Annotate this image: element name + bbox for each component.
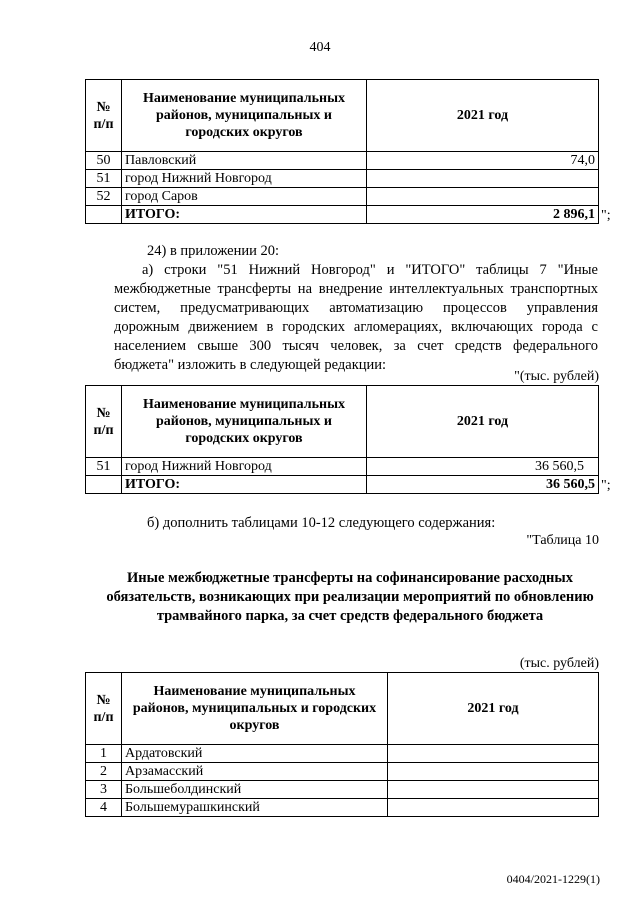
table-row [86,170,599,188]
table-3 [85,672,599,817]
row-value: 74,0 [367,152,599,170]
total-row [86,476,599,494]
row-name: Большеболдинский [122,781,388,799]
section-title: Иные межбюджетные трансферты на софинансирование расходных обязательств, возникающих при реализации мероприятий по обновлению трамвайного парка, за счет средств федерального бюджета [106,570,594,624]
table-row [86,152,599,170]
total-label: ИТОГО: [122,476,367,494]
row-num: 52 [86,188,122,206]
table-row [86,763,599,781]
row-num: 50 [86,152,122,170]
table-label: "Таблица 10 [526,533,599,548]
table-row [86,781,599,799]
table-row [86,745,599,763]
row-num: 4 [86,799,122,817]
row-name: город Саров [122,188,367,206]
header-num: № п/п [86,673,122,745]
row-num: 3 [86,781,122,799]
row-value [367,170,599,188]
row-value [388,763,599,781]
header-name: Наименование муниципальных районов, муниципальных и городских округов [122,673,388,745]
row-name: Большемурашкинский [122,799,388,817]
table-2 [85,385,599,494]
row-value [367,188,599,206]
table-row [86,458,599,476]
header-name: Наименование муниципальных районов, муниципальных и городских округов [122,386,367,458]
header-num: № п/п [86,386,122,458]
units-label-2: (тыс. рублей) [519,656,599,671]
total-value: 2 896,1 [367,206,599,224]
header-year: 2021 год [367,386,599,458]
row-name: Арзамасский [122,763,388,781]
row-num: 1 [86,745,122,763]
row-name: Павловский [122,152,367,170]
row-value [388,799,599,817]
table-row [86,188,599,206]
paragraph-b: б) дополнить таблицами 10-12 следующего содержания: [147,515,496,531]
header-num: № п/п [86,80,122,152]
header-year: 2021 год [388,673,599,745]
table-row [86,799,599,817]
document-code: 0404/2021-1229(1) [506,872,600,886]
row-num: 51 [86,170,122,188]
row-name: город Нижний Новгород [122,458,367,476]
row-num: 51 [86,458,122,476]
item-24: 24) в приложении 20: [147,243,280,259]
total-value: 36 560,5 [367,476,599,494]
header-name: Наименование муниципальных районов, муниципальных и городских округов [122,80,367,152]
table-1 [85,79,599,224]
table-1-closing-quote: "; [601,208,611,223]
total-row [86,206,599,224]
row-value: 36 560,5 [367,458,599,476]
row-value [388,781,599,799]
paragraph-a: а) строки "51 Нижний Новгород" и "ИТОГО" таблицы 7 "Иные межбюджетные трансферты на внедрение интеллектуальных транспортных систем, предусматривающих автоматизацию процессов управления дорожным движением в городских агломерациях, включающих города с населением свыше 300 тысяч человек, за счет средств федерального бюджета" изложить в следующей редакции: [114,262,598,373]
total-label: ИТОГО: [122,206,367,224]
table-2-closing-quote: "; [601,478,611,493]
units-label-1: "(тыс. рублей) [514,369,599,384]
row-value [388,745,599,763]
header-year: 2021 год [367,80,599,152]
row-name: город Нижний Новгород [122,170,367,188]
row-name: Ардатовский [122,745,388,763]
page-number: 404 [309,40,331,55]
row-num: 2 [86,763,122,781]
